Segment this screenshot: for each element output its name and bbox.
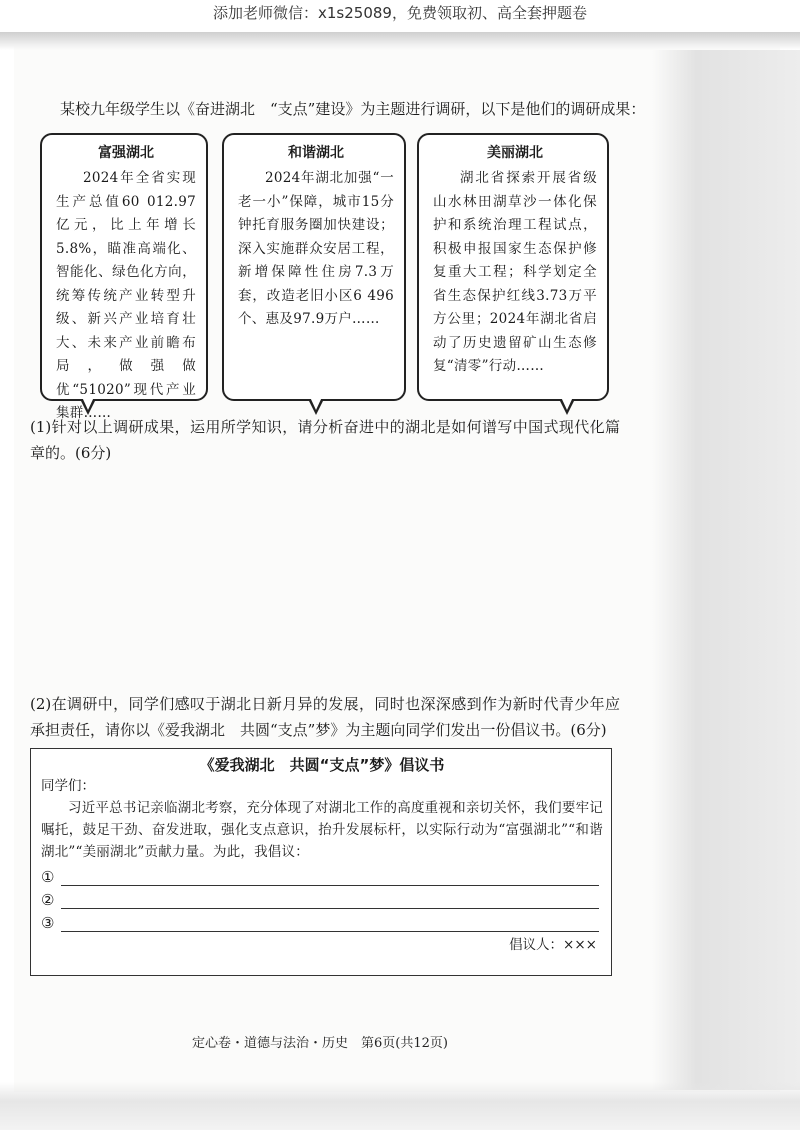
answer-underline	[61, 917, 599, 932]
item-number: ①	[41, 868, 55, 886]
proposal-body: 习近平总书记亲临湖北考察，充分体现了对湖北工作的高度重视和亲切关怀，我们要牢记嘱托，鼓足干劲、奋发进取，强化支点意识，抬升发展标杆，以实际行动为“富强湖北”“和谐湖北”“美丽湖北”贡献力量。为此，我倡议：	[41, 800, 603, 860]
scan-shadow-right	[652, 50, 800, 1090]
intro-text: 某校九年级学生以《奋进湖北 “支点”建设》为主题进行调研，以下是他们的调研成果：	[60, 100, 646, 118]
box-title: 和谐湖北	[288, 145, 344, 161]
proposal-box	[30, 748, 612, 976]
item-number: ③	[41, 914, 55, 932]
item-number: ②	[41, 891, 55, 909]
proposal-salutation: 同学们：	[41, 778, 95, 794]
answer-underline	[61, 894, 599, 909]
proposal-signer: 倡议人：×××	[509, 937, 597, 953]
speech-tail	[80, 399, 96, 415]
box-title: 美丽湖北	[487, 145, 543, 161]
box-text: 2024年湖北加强“一老一小”保障，城市15分钟托育服务圈加快建设；深入实施群众安居工程，新增保障性住房7.3万套，改造老旧小区6 496个、惠及97.9万户……	[238, 170, 394, 327]
scan-shadow-bottom	[0, 1082, 800, 1130]
research-box-prosperous	[40, 133, 208, 421]
question-2: (2)在调研中，同学们感叹于湖北日新月异的发展，同时也深深感到作为新时代青少年应承担责任，请你以《爱我湖北 共圆“支点”梦》为主题向同学们发出一份倡议书。(6分)	[30, 695, 620, 739]
answer-underline	[61, 871, 599, 886]
answer-line-3[interactable]	[41, 909, 603, 932]
speech-tail	[559, 399, 575, 415]
box-text: 湖北省探索开展省级山水林田湖草沙一体化保护和系统治理工程试点，积极申报国家生态保护修复重大工程；科学划定全省生态保护红线3.73万平方公里；2024年湖北省启动了历史遗留矿山生态修复“清零”行动……	[433, 170, 597, 374]
promo-header: 添加老师微信：x1s25089，免费领取初、高全套押题卷	[213, 4, 587, 22]
answer-line-2[interactable]	[41, 886, 603, 909]
proposal-title: 《爱我湖北 共圆“支点”梦》倡议书	[199, 756, 445, 774]
research-box-harmonious	[222, 133, 406, 401]
question-1: (1)针对以上调研成果，运用所学知识，请分析奋进中的湖北是如何谱写中国式现代化篇章的。(6分)	[30, 418, 620, 462]
answer-line-1[interactable]	[41, 863, 603, 886]
scan-shadow-top	[0, 32, 800, 50]
speech-tail	[308, 399, 324, 415]
box-text: 2024年全省实现生产总值60 012.97亿元，比上年增长5.8%，瞄准高端化、智能化、绿色化方向，统筹传统产业转型升级、新兴产业培育壮大、未来产业前瞻布局，做强做优“51020”现代产业集群……	[56, 170, 196, 421]
research-box-beautiful	[417, 133, 609, 401]
page-footer: 定心卷・道德与法治・历史 第6页(共12页)	[192, 1036, 448, 1051]
box-title: 富强湖北	[98, 145, 154, 161]
